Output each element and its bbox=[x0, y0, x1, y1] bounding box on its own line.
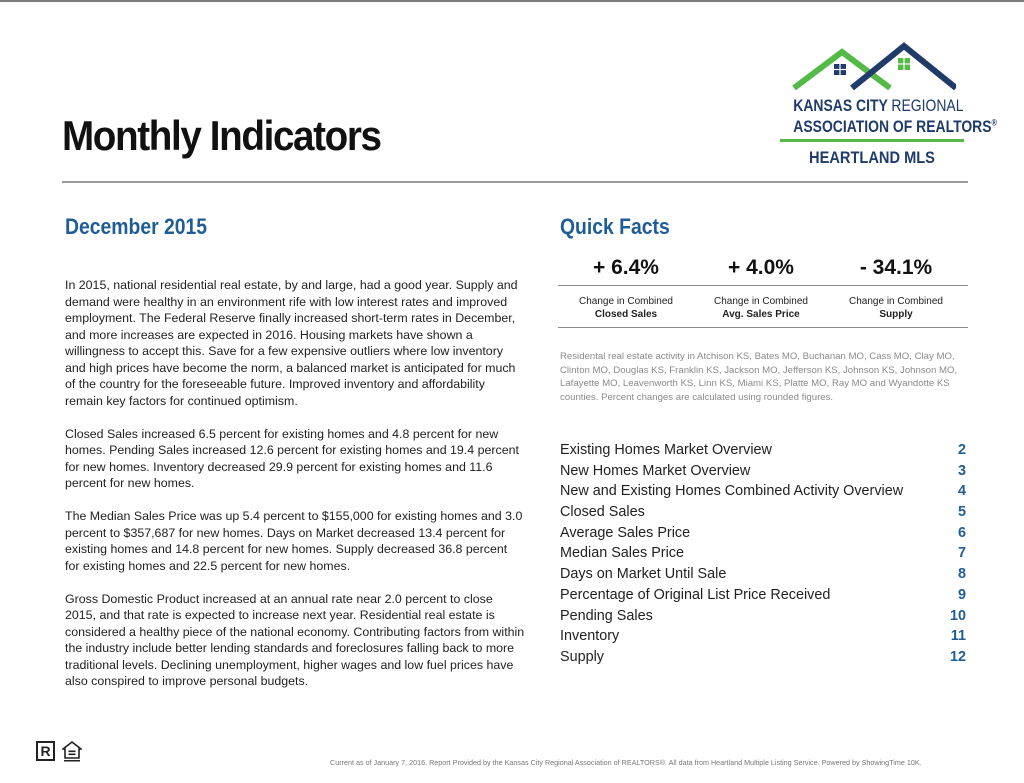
fact-avg-sales-price bbox=[693, 254, 829, 321]
logo-divider bbox=[780, 139, 964, 142]
toc-item-label: Average Sales Price bbox=[560, 524, 691, 541]
footer-logos bbox=[36, 741, 86, 767]
fact-label: Change in Combined Closed Sales bbox=[579, 296, 673, 320]
toc-item-page: 9 bbox=[957, 586, 966, 603]
toc-item-supply[interactable] bbox=[560, 649, 966, 670]
toc-item-page: 5 bbox=[957, 504, 966, 521]
fact-supply bbox=[828, 254, 964, 321]
toc-item-days-on-market[interactable] bbox=[560, 566, 966, 587]
page-title: Monthly Indicators bbox=[62, 112, 381, 159]
realtor-mark-icon: R bbox=[36, 741, 55, 761]
fact-label: Change in Combined Supply bbox=[849, 296, 943, 320]
summary-paragraph: The Median Sales Price was up 5.4 percent to $155,000 for existing homes and 3.0 percent to $357,687 for new homes. Days on Market decreased 13.4 percent for existing homes and 14.8 percent for new homes. Supply decreased 36.8 percent for existing homes and 22.5 percent for new homes. bbox=[65, 509, 523, 573]
fact-label: Change in Combined Avg. Sales Price bbox=[714, 296, 808, 320]
toc-item-label: Inventory bbox=[560, 628, 620, 645]
top-rule bbox=[0, 0, 1024, 2]
toc-item-label: Days on Market Until Sale bbox=[560, 566, 727, 583]
association-logo bbox=[776, 42, 997, 172]
footer-credits: Current as of January 7, 2016. Report Provided by the Kansas City Regional Association of REALTORS®. All data from Heartland Multiple Listing Service. Powered by ShowingTime 10K. bbox=[330, 758, 922, 767]
header-divider bbox=[62, 181, 968, 183]
toc-item-page: 8 bbox=[957, 566, 966, 583]
toc-item-average-sales-price[interactable] bbox=[560, 525, 966, 546]
report-month-heading: December 2015 bbox=[65, 214, 208, 239]
toc-item-inventory[interactable] bbox=[560, 628, 966, 649]
toc-item-label: New and Existing Homes Combined Activity Overview bbox=[560, 483, 904, 500]
toc-item-page: 11 bbox=[950, 628, 966, 645]
toc-item-label: Supply bbox=[560, 648, 605, 665]
toc-item-page: 7 bbox=[957, 545, 966, 562]
summary-text bbox=[65, 277, 525, 706]
toc-item-pending-sales[interactable] bbox=[560, 608, 966, 629]
toc-item-page: 10 bbox=[949, 607, 966, 624]
houses-logo-icon bbox=[790, 42, 956, 94]
toc-item-page: 6 bbox=[957, 524, 966, 541]
toc-item-existing-homes[interactable] bbox=[560, 442, 966, 463]
fact-value: + 6.4% bbox=[593, 256, 659, 279]
toc-item-label: Pending Sales bbox=[560, 607, 653, 624]
quick-facts-heading: Quick Facts bbox=[560, 214, 670, 239]
summary-paragraph: Closed Sales increased 6.5 percent for existing homes and 4.8 percent for new homes. Pending Sales increased 12.6 percent for existing homes and 19.4 percent for new homes. Inventory decreased 29.9 percent for existing homes and 11.6 percent for new homes. bbox=[65, 426, 519, 490]
toc-item-new-homes[interactable] bbox=[560, 463, 966, 484]
quick-facts-row bbox=[558, 254, 968, 328]
toc-item-label: Closed Sales bbox=[560, 504, 645, 521]
toc-item-label: Median Sales Price bbox=[560, 545, 684, 562]
coverage-note: Residental real estate activity in Atchison KS, Bates MO, Buchanan MO, Cass MO, Clay MO, Clinton MO, Douglas KS, Franklin KS, Jackson MO, Jefferson KS, Johnson KS, Johnson MO, Lafayette MO, Leavenworth KS, Linn KS, Miami KS, Platte MO, Ray MO and Wyandotte KS counties. Percent changes are calculated using rounded figures. bbox=[560, 351, 958, 403]
toc-item-page: 3 bbox=[957, 462, 966, 479]
toc-item-label: Percentage of Original List Price Received bbox=[560, 586, 831, 603]
toc-item-label: Existing Homes Market Overview bbox=[560, 442, 772, 458]
toc-item-page: 4 bbox=[957, 483, 966, 500]
toc-item-label: New Homes Market Overview bbox=[560, 462, 751, 479]
summary-paragraph: Gross Domestic Product increased at an annual rate near 2.0 percent to close 2015, and that rate is expected to increase next year. Residential real estate is considered a healthy piece of the national economy. Contributing factors from within the industry include better lending standards and foreclosures falling back to more traditional levels. Declining unemployment, higher wages and low fuel prices have also conspired to improve personal budgets. bbox=[65, 591, 525, 688]
toc-item-pct-list-price[interactable] bbox=[560, 587, 966, 608]
fact-value: + 4.0% bbox=[728, 256, 794, 279]
logo-mls-name: HEARTLAND MLS bbox=[809, 148, 935, 167]
logo-line-1: KANSAS CITY REGIONAL bbox=[793, 96, 964, 115]
table-of-contents bbox=[560, 442, 966, 670]
equal-housing-icon bbox=[62, 741, 82, 763]
toc-item-combined-activity[interactable] bbox=[560, 483, 966, 504]
toc-item-page: 2 bbox=[957, 442, 966, 458]
fact-closed-sales bbox=[558, 254, 694, 321]
fact-value: - 34.1% bbox=[859, 256, 933, 279]
summary-paragraph: In 2015, national residential real estate, by and large, had a good year. Supply and demand were healthy in an environment rife with low interest rates and improved employment. The Federal Reserve finally increased short-term rates in December, and more increases are expected in 2016. Housing markets have shown a willingness to accept this. Save for a few expensive outliers where low inventory and high prices have become the norm, a balanced market is anticipated for much of the country for the foreseeable future. Improved inventory and affordability remain key factors for continued optimism. bbox=[65, 278, 518, 408]
toc-item-closed-sales[interactable] bbox=[560, 504, 966, 525]
logo-line-2: ASSOCIATION OF REALTORS® bbox=[793, 117, 997, 136]
toc-item-median-sales-price[interactable] bbox=[560, 545, 966, 566]
toc-item-page: 12 bbox=[949, 648, 966, 665]
